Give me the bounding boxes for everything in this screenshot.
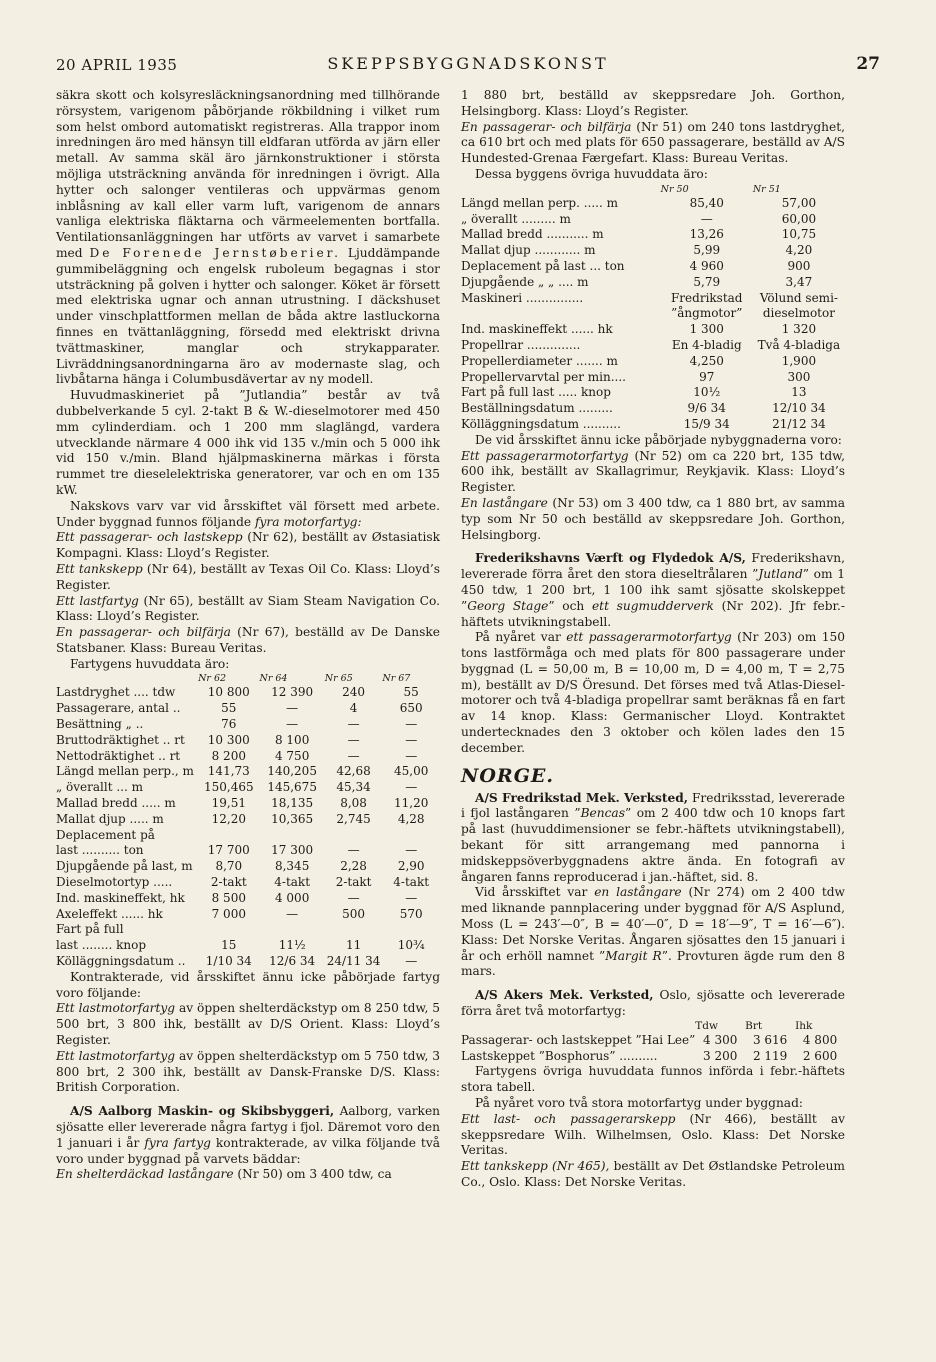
table-cell: 10,75 xyxy=(781,227,817,242)
row-label: „ överallt ......... m xyxy=(461,211,571,226)
table-cell: 4 750 xyxy=(274,748,310,763)
table-cell: 8 100 xyxy=(274,732,310,747)
table-cell xyxy=(325,828,383,844)
table-cell: 8,08 xyxy=(340,796,367,811)
row-label: Propellrar .............. xyxy=(461,337,581,352)
paragraph: De vid årsskiftet ännu icke påbörjade nybyggnaderna voro: xyxy=(475,432,842,447)
table-cell: 2,28 xyxy=(340,859,367,874)
issue-date: 20 APRIL 1935 xyxy=(56,56,178,74)
table-cell: 11,20 xyxy=(394,796,429,811)
table-cell: 45,34 xyxy=(336,780,371,795)
table-cell: 7 000 xyxy=(211,906,246,921)
table-cell: 12/10 34 xyxy=(772,401,826,416)
page-header xyxy=(56,54,880,78)
paragraph: Ett lastfartyg (Nr 65), beställt av Siam Steam Navigation Co. Klass: Lloyd’s Register. xyxy=(56,593,440,624)
paragraph: Ett lastmotorfartyg av öppen shelterdäckstyp om 5 750 tdw, 3 800 brt, 2 300 ihk, beställt av Dansk-Franske D/S. Klass: British Corporation. xyxy=(56,1048,440,1095)
table-cell: 4,20 xyxy=(785,243,813,258)
row-label: Passagerare, antal .. xyxy=(56,701,181,716)
table-cell: 55 xyxy=(221,701,237,716)
paragraph: 1 880 brt, beställd av skeppsredare Joh. Gorthon, Helsingborg. Klass: Lloyd’s Register. xyxy=(461,88,845,118)
table-cell: 15 xyxy=(221,938,237,953)
table-cell: En 4-bladig xyxy=(671,337,742,352)
table-cell: ”ångmotor” xyxy=(671,306,743,321)
table-cell: 141,73 xyxy=(207,764,250,779)
table-cell: 17 700 xyxy=(207,843,250,858)
row-label: Mallat djup ..... m xyxy=(56,811,164,826)
paragraph: En shelterdäckad lastångare (Nr 50) om 3 400 tdw, ca xyxy=(56,1167,392,1182)
table-cell: 3 616 xyxy=(752,1032,788,1047)
table-cell: — xyxy=(405,717,418,732)
paragraph: Fartygens övriga huvuddata funnos införda i febr.-häftets stora tabell. xyxy=(461,1064,845,1095)
table-cell: 11½ xyxy=(278,938,306,953)
table-row xyxy=(461,417,845,433)
row-label: Besättning „ .. xyxy=(56,717,144,732)
table-cell: 140,205 xyxy=(267,764,317,779)
table-cell: 2 600 xyxy=(802,1048,838,1063)
paragraph: säkra skott och kolsyresläckningsanordning med tillhörande rörsystem, varigenom påbörjande rökbildning i vilket rum som helst ombord automatiskt registreras. Alla trappor inom inredningen äro med hänsyn till eldfaran utförda av järn eller metall. Av samma skäl äro järnkonstruktioner i största möjliga utsträckning använda för inredningen i övrigt. Alla hytter och salonger ventileras och uppvärmas genom inblåsning av kall eller varm luft, varigenom de annars vanliga elektriska fläktarna och värmeelementen bortfalla. Ventilationsanläggningen har utförts av varvet i samarbete med De Forenede Jernstøberier. Ljuddämpande gummibeläggning och engelsk ruboleum begagnas i stor utsträckning på golven i hytter och salonger. Köket är försett med elektriska ugnar och annan utrustning. I däckshuset under vinschplattformen mellan de båda aktre lastluckorna finnes en tvättanläggning, försedd med elektriskt drivna tvättmaskiner, manglar och strykapparater. Livräddningsanordningarna äro av modernaste slag, och livbåtarna hänga i Columbusdävertar av ny modell. xyxy=(56,88,441,387)
table-cell: 17 300 xyxy=(271,843,314,858)
table-row xyxy=(461,291,845,307)
paragraph: Ett last- och passagerarskepp (Nr 466), beställt av skeppsredare Wilh. Wilhelmsen, Oslo. Klass: Det Norske Veritas. xyxy=(461,1111,845,1158)
table-cell: 8,70 xyxy=(215,859,243,874)
table-cell: 3,47 xyxy=(785,274,813,289)
table-row xyxy=(56,954,440,970)
table-cell: 10,365 xyxy=(271,811,314,826)
table-cell: 240 xyxy=(342,685,366,700)
table-cell: 11 xyxy=(345,938,362,953)
table-cell: — xyxy=(405,732,418,747)
company-heading: Frederikshavns Værft og Flydedok A/S, xyxy=(475,551,746,566)
column-header: Nr 64 xyxy=(259,673,288,685)
paragraph: Kontrakterade, vid årsskiftet ännu icke påbörjade fartyg voro följande: xyxy=(56,969,440,1000)
ship-data-table-3 xyxy=(461,1020,845,1065)
row-label: Bruttodräktighet .. rt xyxy=(56,732,185,747)
row-label: Maskineri ............... xyxy=(461,290,584,305)
table-cell: 18,135 xyxy=(271,796,314,811)
table-row xyxy=(56,764,440,780)
table-cell: 45,00 xyxy=(394,764,429,779)
table-row xyxy=(56,875,440,891)
paragraph: A/S Akers Mek. Verksted, Oslo, sjösatte och levererade förra året två motorfartyg: xyxy=(461,988,845,1019)
table-cell: 4-takt xyxy=(393,875,430,890)
column-header: Nr 50 xyxy=(660,183,689,195)
table-cell: 4 960 xyxy=(689,258,724,273)
table-cell: 4 000 xyxy=(274,890,310,905)
ship-data-table xyxy=(56,672,440,969)
table-row xyxy=(461,385,845,401)
paragraph: A/S Aalborg Maskin- og Skibsbyggeri, Aalborg, varken sjösatte eller levererade några fartyg i fjol. Däremot voro den 1 januari i år fyra fartyg kontrakterade, av vilka följande två voro under byggnad på varvets bäddar: xyxy=(56,1104,441,1166)
table-row xyxy=(461,354,845,370)
table-cell xyxy=(325,922,383,938)
row-label: last .......... ton xyxy=(56,843,144,858)
table-cell: 650 xyxy=(399,701,423,716)
row-label: „ överallt ... m xyxy=(56,780,143,795)
company-heading: A/S Aalborg Maskin- og Skibsbyggeri, xyxy=(70,1104,335,1119)
table-row xyxy=(56,812,440,828)
row-label: Längd mellan perp. ..... m xyxy=(461,195,618,210)
right-column xyxy=(461,88,845,1191)
table-cell xyxy=(198,828,259,844)
section-heading-norge: NORGE. xyxy=(461,764,555,787)
table-row xyxy=(461,401,845,417)
paragraph: Ett lastmotorfartyg av öppen shelterdäckstyp om 8 250 tdw, 5 500 brt, 3 800 ihk, beställt av D/S Orient. Klass: Lloyd’s Register. xyxy=(56,1001,440,1048)
table-cell: — xyxy=(405,890,418,905)
table-intro: Fartygens huvuddata äro: xyxy=(70,656,230,671)
table-cell: — xyxy=(347,843,360,858)
column-header: Tdw xyxy=(695,1019,718,1032)
table-cell: 12,20 xyxy=(211,811,246,826)
table-row xyxy=(461,227,845,243)
paragraph: Nakskovs varv var vid årsskiftet väl försett med arbete. Under byggnad funnos följande fyra motorfartyg: xyxy=(56,498,440,529)
table-cell: 21/12 34 xyxy=(772,416,826,431)
table-cell: 10½ xyxy=(693,385,721,400)
column-header: Ihk xyxy=(795,1019,813,1032)
table-cell: 2,90 xyxy=(397,859,425,874)
table-row xyxy=(56,859,440,875)
table-cell: 85,40 xyxy=(689,195,724,210)
table-cell: — xyxy=(347,732,360,747)
left-column xyxy=(56,88,440,1183)
table-cell: 1,900 xyxy=(781,353,817,368)
table-row xyxy=(461,275,845,291)
paragraph: Ett tankskepp (Nr 465), beställt av Det Østlandske Petroleum Co., Oslo. Klass: Det Norske Veritas. xyxy=(461,1159,845,1189)
table-cell: 9/6 34 xyxy=(687,401,726,416)
table-cell: 2-takt xyxy=(335,875,372,890)
row-label: Deplacement på xyxy=(56,827,155,842)
table-row xyxy=(56,796,440,812)
row-label: Ind. maskineffekt ...... hk xyxy=(461,322,613,337)
row-label: Kölläggningsdatum .......... xyxy=(461,416,621,431)
table-cell: 12 390 xyxy=(271,685,314,700)
table-cell xyxy=(382,922,440,938)
row-label: Mallad bredd ..... m xyxy=(56,796,176,811)
table-cell: — xyxy=(347,890,360,905)
table-row xyxy=(461,259,845,275)
table-cell: — xyxy=(286,906,299,921)
table-cell: 145,675 xyxy=(267,780,317,795)
table-cell: 8 200 xyxy=(211,748,246,763)
table-cell: — xyxy=(405,748,418,763)
row-label: Propellerdiameter ....... m xyxy=(461,353,618,368)
row-label: Axeleffekt ...... hk xyxy=(56,906,163,921)
table-cell: Fredrikstad xyxy=(670,290,743,305)
table-cell: 8 500 xyxy=(211,890,246,905)
row-label: Fart på full last ..... knop xyxy=(461,385,611,400)
table-row xyxy=(56,938,440,954)
row-label: Fart på full xyxy=(56,922,124,937)
paragraph: På nyåret var ett passagerarmotorfartyg (Nr 203) om 150 tons lastförmåga och med plats för 800 passagerare under byggnad (L = 50,00 m, B = 10,00 m, D = 4,00 m, T = 2,75 m), beställt av D/S Öresund. Det förses med två Atlas-Diesel-motorer och två 4-bladiga propellrar samt beräknas få en fart av 14 knop. Klass: Germanischer Lloyd. Kontraktet undertecknades den 3 oktober och kölen lades den 15 december. xyxy=(461,630,845,755)
row-label: Passagerar- och lastskeppet ”Hai Lee” xyxy=(461,1032,696,1047)
company-heading: A/S Akers Mek. Verksted, xyxy=(475,988,654,1003)
paragraph: På nyåret voro två stora motorfartyg under byggnad: xyxy=(475,1096,803,1111)
table-cell: — xyxy=(700,211,713,226)
column-header: Brt xyxy=(745,1019,763,1032)
table-cell: Völund semi- xyxy=(759,290,838,305)
table-cell: 1/10 34 xyxy=(205,954,252,969)
table-cell: 5,99 xyxy=(693,243,721,258)
paragraph: A/S Fredrikstad Mek. Verksted, Fredriksstad, levererade i fjol lastångaren ”Bencas” om 2 400 tdw och 10 knops fart på last (huvuddimensioner se febr.-häftets utvikningstabell), bekant för sitt arrangemang med pannorna i midskeppsöverbyggnadens aktre ända. En fotografi av ångaren fanns reproducerad i jan.-häftet, sid. 8. xyxy=(461,790,845,884)
row-label: Kölläggningsdatum .. xyxy=(56,954,186,969)
table-cell: — xyxy=(405,954,418,969)
row-label: Nettodräktighet .. rt xyxy=(56,748,181,763)
table-cell: 1 300 xyxy=(689,322,724,337)
row-label: Lastdryghet .... tdw xyxy=(56,685,176,700)
table-row xyxy=(56,717,440,733)
row-label xyxy=(461,306,661,322)
table-cell: 1 320 xyxy=(781,322,817,337)
table-row xyxy=(461,196,845,212)
table-cell xyxy=(260,828,325,844)
table-cell: 570 xyxy=(399,906,423,921)
table-cell xyxy=(382,828,440,844)
row-label: last ........ knop xyxy=(56,938,147,953)
table-row xyxy=(56,780,440,796)
column-header: Nr 67 xyxy=(382,673,411,685)
table-cell: 55 xyxy=(403,685,419,700)
table-cell: 97 xyxy=(699,369,715,384)
paragraph: Vid årsskiftet var en lastångare (Nr 274) om 2 400 tdw med liknande pannplacering under byggnad för A/S Asplund, Moss (L = 243′—0″, B = 40′—0″, D = 18′—9″, T = 16′—6″). Klass: Det Norske Veritas. Ångaren sjösattes den 15 januari i år och erhöll namnet ”Margit R”. Provturen ägde rum den 8 mars. xyxy=(461,885,846,979)
row-label: Ind. maskineffekt, hk xyxy=(56,890,185,905)
table-cell: 150,465 xyxy=(203,780,254,795)
table-cell: 2,745 xyxy=(336,811,371,826)
table-cell xyxy=(260,922,325,938)
table-cell: 24/11 34 xyxy=(326,954,381,969)
table-cell: 4,250 xyxy=(689,353,724,368)
table-cell: 12/6 34 xyxy=(269,954,316,969)
table-cell: 8,345 xyxy=(274,859,310,874)
table-cell xyxy=(198,922,259,938)
table-row xyxy=(56,701,440,717)
table-cell: 60,00 xyxy=(781,211,817,226)
table-cell: 4 300 xyxy=(703,1032,738,1047)
paragraph: Ett passagerarmotorfartyg (Nr 52) om ca 220 brt, 135 tdw, 600 ihk, beställt av Skallagrimur, Reykjavik. Klass: Lloyd’s Register. xyxy=(461,448,846,495)
row-label: Beställningsdatum ......... xyxy=(461,401,613,416)
table-cell: 900 xyxy=(787,258,811,273)
table-cell: 10 300 xyxy=(207,732,250,747)
paragraph: Huvudmaskineriet på ”Jutlandia” består av två dubbelverkande 5 cyl. 2-takt B & W.-dieselmotorer med 450 mm cylinderdiam. och 1 200 mm slaglängd, vardera utvecklande närmare 4 000 ihk vid 135 v./min och 5 000 ihk vid 150 v./min. Bland hjälpmaskinerna märkas i första rummet tre dieselelektriska generatorer, var och en om 135 kW. xyxy=(56,388,440,497)
table-row xyxy=(56,922,440,938)
column-header: Nr 65 xyxy=(324,673,353,685)
table-row xyxy=(461,370,845,386)
table-cell: 4 800 xyxy=(802,1032,838,1047)
column-header: Nr 62 xyxy=(198,673,227,685)
table-cell: 300 xyxy=(787,369,811,384)
table-row xyxy=(56,891,440,907)
table-row xyxy=(461,243,845,259)
table-row xyxy=(56,749,440,765)
paragraph: En passagerar- och bilfärja (Nr 51) om 240 tons lastdryghet, ca 610 brt och med plats för 650 passagerare, beställd av A/S Hundested-Grenaa Færgefart. Klass: Bureau Veritas. xyxy=(461,119,845,166)
table-cell: 15/9 34 xyxy=(683,416,730,431)
table-cell: Två 4-bladiga xyxy=(757,337,841,352)
table-cell: 42,68 xyxy=(336,764,371,779)
table-row xyxy=(461,322,845,338)
table-cell: dieselmotor xyxy=(762,306,835,321)
company-heading: A/S Fredrikstad Mek. Verksted, xyxy=(475,790,689,805)
table-cell: 13,26 xyxy=(689,227,724,242)
table-cell: 10¾ xyxy=(397,938,425,953)
table-cell: 5,79 xyxy=(693,274,721,289)
table-cell: 3 200 xyxy=(703,1048,738,1063)
table-cell: 4 xyxy=(349,701,358,716)
row-label: Dieselmotortyp ..... xyxy=(56,875,173,890)
table-row xyxy=(461,1049,845,1065)
table-row xyxy=(56,843,440,859)
row-label: Djupgående på last, m xyxy=(56,859,193,874)
table-row xyxy=(461,212,845,228)
paragraph: En passagerar- och bilfärja (Nr 67), beställd av De Danske Statsbaner. Klass: Bureau Veritas. xyxy=(56,625,440,655)
table-intro: Dessa byggens övriga huvuddata äro: xyxy=(475,166,708,181)
table-cell: 57,00 xyxy=(781,195,817,210)
journal-title: SKEPPSBYGGNADSKONST xyxy=(327,54,609,73)
paragraph: Ett tankskepp (Nr 64), beställt av Texas Oil Co. Klass: Lloyd’s Register. xyxy=(56,561,440,592)
table-cell: — xyxy=(347,717,360,732)
row-label: Mallat djup ............ m xyxy=(461,243,596,258)
table-cell: 500 xyxy=(342,906,366,921)
table-row xyxy=(56,685,440,701)
table-row xyxy=(56,907,440,923)
paragraph: Ett passagerar- och lastskepp (Nr 62), beställt av Østasiatisk Kompagni. Klass: Lloyd’s Register. xyxy=(56,530,440,561)
paragraph: Frederikshavns Værft og Flydedok A/S, Frederikshavn, levererade förra året den stora dieseltrålaren ”Jutland” om 1 450 tdw, 1 200 brt, 1 100 ihk samt sjösatte skolskeppet ”Georg Stage” och ett sugmudderverk (Nr 202). Jfr febr.-häftets utvikningstabell. xyxy=(461,551,845,629)
row-label: Längd mellan perp., m xyxy=(56,764,194,779)
table-cell: 4-takt xyxy=(274,875,311,890)
table-row xyxy=(56,733,440,749)
table-cell: 2-takt xyxy=(210,875,247,890)
table-cell: 76 xyxy=(221,717,237,732)
ship-data-table-2 xyxy=(461,183,845,433)
row-label: Mallad bredd ........... m xyxy=(461,227,604,242)
paragraph: En lastångare (Nr 53) om 3 400 tdw, ca 1 880 brt, av samma typ som Nr 50 och beställd av skeppsredare Joh. Gorthon, Helsingborg. xyxy=(461,495,845,542)
table-cell: — xyxy=(347,748,360,763)
table-cell: 10 800 xyxy=(207,685,250,700)
row-label: Djupgående „ „ .... m xyxy=(461,274,589,289)
table-row xyxy=(461,338,845,354)
row-label: Propellervarvtal per min.... xyxy=(461,369,626,384)
table-row xyxy=(56,828,440,844)
table-cell: 13 xyxy=(791,385,807,400)
table-cell: 2 119 xyxy=(752,1048,788,1063)
table-row xyxy=(461,1033,845,1049)
table-cell: — xyxy=(286,701,299,716)
table-cell: — xyxy=(405,843,418,858)
row-label: Deplacement på last ... ton xyxy=(461,258,625,273)
table-cell: 4,28 xyxy=(397,811,425,826)
table-row xyxy=(461,306,845,322)
column-header: Nr 51 xyxy=(752,183,781,195)
table-cell: — xyxy=(286,717,299,732)
row-label: Lastskeppet ”Bosphorus” .......... xyxy=(461,1048,658,1063)
table-cell: 19,51 xyxy=(211,796,246,811)
page-number: 27 xyxy=(856,54,880,74)
table-cell: — xyxy=(405,780,418,795)
